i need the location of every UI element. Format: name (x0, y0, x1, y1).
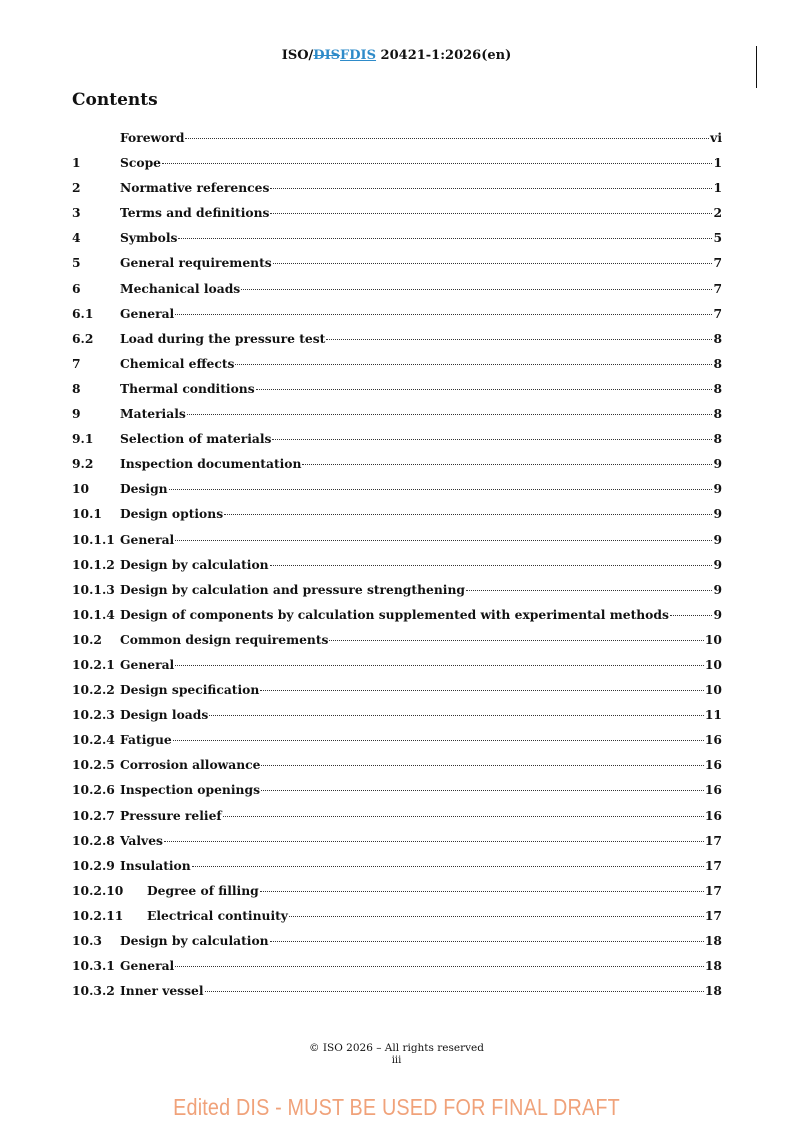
toc-entry[interactable] (72, 281, 722, 306)
toc-entry-page: 17 (704, 857, 722, 873)
toc-dot-leader (261, 790, 704, 791)
toc-entry-number: 10.2.8 (72, 832, 115, 848)
toc-entry-number: 10.2.11 (72, 907, 124, 923)
toc-dot-leader (670, 615, 713, 616)
toc-entry-number: 10.2 (72, 631, 102, 647)
toc-entry-page: 17 (704, 832, 722, 848)
toc-entry-number: 7 (72, 355, 81, 371)
toc-entry-number: 10.2.5 (72, 757, 115, 773)
toc-dot-leader (466, 590, 712, 591)
toc-dot-leader (223, 816, 704, 817)
toc-entry-page: 8 (713, 355, 722, 371)
toc-entry-page: 1 (713, 180, 722, 196)
toc-entry-number: 10.2.10 (72, 882, 124, 898)
toc-dot-leader (169, 489, 713, 490)
page-title: Contents (72, 90, 158, 110)
toc-entry-label: Design by calculation (120, 556, 269, 572)
toc-entry-page: 7 (713, 280, 722, 296)
toc-entry-label: General (120, 656, 175, 672)
toc-entry[interactable] (72, 732, 722, 757)
toc-dot-leader (302, 464, 712, 465)
toc-entry-label: Terms and definitions (120, 205, 270, 221)
toc-entry-page: 9 (713, 506, 722, 522)
toc-dot-leader (187, 414, 713, 415)
toc-dot-leader (260, 690, 704, 691)
header-deleted-text: DIS (313, 48, 341, 63)
toc-entry-label: Scope (120, 155, 161, 171)
toc-entry-label: Degree of filling (147, 882, 259, 898)
toc-entry[interactable] (72, 331, 722, 356)
toc-entry[interactable] (72, 381, 722, 406)
toc-dot-leader (164, 841, 704, 842)
toc-entry[interactable] (72, 130, 722, 155)
toc-entry[interactable] (72, 582, 722, 607)
toc-entry-page: 7 (713, 305, 722, 321)
toc-dot-leader (209, 715, 704, 716)
toc-entry-number: 9.2 (72, 456, 94, 472)
toc-entry[interactable] (72, 406, 722, 431)
toc-dot-leader (326, 339, 712, 340)
toc-entry-page: 16 (704, 807, 722, 823)
toc-dot-leader (329, 640, 703, 641)
toc-entry-number: 2 (72, 180, 81, 196)
toc-entry-label: Fatigue (120, 732, 172, 748)
toc-entry[interactable] (72, 983, 722, 1008)
toc-entry-number: 10.2.7 (72, 807, 115, 823)
toc-entry[interactable] (72, 933, 722, 958)
header-inserted-text: FDIS (340, 48, 377, 63)
toc-entry[interactable] (72, 657, 722, 682)
toc-entry[interactable] (72, 431, 722, 456)
toc-dot-leader (175, 314, 712, 315)
toc-dot-leader (270, 941, 704, 942)
toc-dot-leader (173, 740, 704, 741)
toc-entry-label: Corrosion allowance (120, 757, 261, 773)
toc-dot-leader (270, 565, 713, 566)
toc-dot-leader (241, 289, 712, 290)
toc-entry-number: 10.3 (72, 933, 102, 948)
toc-dot-leader (185, 138, 709, 139)
toc-entry-number: 10.2.9 (72, 857, 115, 873)
toc-entry-label: Load during the pressure test (120, 330, 326, 346)
toc-entry-page: 1 (713, 155, 722, 171)
toc-entry[interactable] (72, 230, 722, 255)
toc-entry-number: 9.1 (72, 431, 94, 447)
toc-entry-number: 10.2.3 (72, 707, 115, 723)
toc-entry[interactable] (72, 883, 722, 908)
toc-entry-number: 6 (72, 280, 81, 296)
toc-dot-leader (260, 891, 704, 892)
toc-entry-number: 10 (72, 481, 90, 497)
header-prefix: ISO/ (281, 48, 314, 63)
toc-entry-label: General requirements (120, 255, 272, 271)
toc-dot-leader (272, 439, 712, 440)
toc-entry-label: Inspection documentation (120, 456, 302, 472)
toc-entry-label: Normative references (120, 180, 270, 196)
toc-entry-label: Thermal conditions (120, 380, 255, 396)
toc-entry-number: 10.2.4 (72, 732, 115, 748)
toc-dot-leader (162, 163, 712, 164)
toc-entry-page: 11 (704, 707, 722, 723)
toc-entry-page: 7 (713, 255, 722, 271)
toc-entry-number: 10.3.1 (72, 958, 115, 974)
toc-entry-number: 9 (72, 406, 81, 422)
toc-entry-page: 18 (704, 983, 722, 999)
toc-entry-page: 9 (713, 581, 722, 597)
toc-entry-page: 9 (713, 481, 722, 497)
toc-entry[interactable] (72, 506, 722, 531)
toc-entry-number: 8 (72, 380, 81, 396)
toc-entry[interactable] (72, 306, 722, 331)
toc-entry[interactable] (72, 908, 722, 933)
toc-entry-label: Mechanical loads (120, 280, 241, 296)
toc-entry-number: 1 (72, 155, 81, 171)
toc-entry-number: 4 (72, 230, 81, 246)
toc-dot-leader (289, 916, 704, 917)
toc-entry-number: 6.2 (72, 330, 94, 346)
toc-entry-page: 8 (713, 330, 722, 346)
page-footer (0, 1042, 793, 1066)
copyright-notice: © ISO 2026 – All rights reserved (309, 1042, 484, 1054)
toc-entry-label: Foreword (120, 130, 185, 145)
toc-entry-page: 10 (704, 682, 722, 698)
toc-entry-page: 5 (713, 230, 722, 246)
toc-entry-number: 10.2.1 (72, 656, 115, 672)
toc-dot-leader (192, 866, 704, 867)
toc-entry-number: 5 (72, 255, 81, 271)
toc-dot-leader (270, 188, 712, 189)
toc-entry[interactable] (72, 632, 722, 657)
page-number: iii (391, 1055, 402, 1066)
toc-entry-page: 17 (704, 907, 722, 923)
toc-entry-page: 9 (713, 456, 722, 472)
toc-entry-label: Design specification (120, 682, 260, 698)
toc-entry[interactable] (72, 180, 722, 205)
toc-entry-page: vi (710, 130, 722, 145)
table-of-contents (72, 130, 722, 1008)
toc-entry[interactable] (72, 707, 722, 732)
toc-entry[interactable] (72, 757, 722, 782)
change-bar (756, 46, 757, 88)
toc-dot-leader (273, 263, 713, 264)
toc-entry-label: Valves (120, 832, 163, 848)
toc-entry[interactable] (72, 356, 722, 381)
toc-entry-page: 16 (704, 732, 722, 748)
toc-entry-page: 16 (704, 757, 722, 773)
toc-entry-page: 2 (713, 205, 722, 221)
toc-entry-page: 10 (704, 656, 722, 672)
toc-entry[interactable] (72, 607, 722, 632)
toc-entry-number: 10.3.2 (72, 983, 115, 999)
toc-entry[interactable] (72, 532, 722, 557)
toc-entry-label: Design by calculation (120, 933, 269, 948)
toc-entry-page: 9 (713, 606, 722, 622)
toc-entry-number: 10.1.2 (72, 556, 115, 572)
toc-entry-number: 10.1.3 (72, 581, 115, 597)
toc-entry-label: Inner vessel (120, 983, 204, 999)
toc-entry-page: 8 (713, 380, 722, 396)
toc-entry-label: Pressure relief (120, 807, 222, 823)
toc-entry-number: 10.2.2 (72, 682, 115, 698)
toc-entry-page: 18 (704, 933, 722, 948)
toc-entry-label: General (120, 958, 175, 974)
toc-entry-label: Materials (120, 406, 186, 422)
toc-entry-number: 10.1 (72, 506, 102, 522)
toc-entry-page: 9 (713, 556, 722, 572)
toc-entry-number: 3 (72, 205, 81, 221)
toc-entry[interactable] (72, 858, 722, 883)
toc-entry[interactable] (72, 682, 722, 707)
toc-dot-leader (235, 364, 712, 365)
toc-entry-label: Insulation (120, 857, 191, 873)
toc-entry-number: 10.1.4 (72, 606, 115, 622)
toc-entry-page: 10 (704, 631, 722, 647)
toc-dot-leader (261, 765, 703, 766)
toc-entry-label: Design options (120, 506, 224, 522)
toc-dot-leader (270, 213, 712, 214)
toc-entry[interactable] (72, 782, 722, 807)
toc-entry-label: Common design requirements (120, 631, 329, 647)
toc-entry[interactable] (72, 557, 722, 582)
toc-entry-label: Design of components by calculation supplemented with experimental methods (120, 606, 669, 622)
toc-entry-page: 18 (704, 958, 722, 974)
toc-entry[interactable] (72, 255, 722, 280)
toc-entry[interactable] (72, 155, 722, 180)
toc-dot-leader (175, 966, 704, 967)
toc-dot-leader (178, 238, 712, 239)
toc-dot-leader (175, 540, 712, 541)
toc-entry[interactable] (72, 808, 722, 833)
toc-entry-label: Chemical effects (120, 355, 235, 371)
toc-dot-leader (256, 389, 713, 390)
toc-dot-leader (175, 665, 704, 666)
toc-entry-number: 6.1 (72, 305, 94, 321)
toc-entry-number: 10.2.6 (72, 782, 115, 798)
toc-dot-leader (224, 514, 712, 515)
toc-entry-page: 8 (713, 431, 722, 447)
toc-entry-page: 17 (704, 882, 722, 898)
toc-entry-page: 9 (713, 531, 722, 547)
toc-entry-label: Electrical continuity (147, 907, 288, 923)
toc-entry-label: Selection of materials (120, 431, 272, 447)
toc-entry[interactable] (72, 481, 722, 506)
toc-entry-page: 16 (704, 782, 722, 798)
toc-dot-leader (205, 991, 704, 992)
toc-entry-label: General (120, 531, 175, 547)
toc-entry-label: Inspection openings (120, 782, 260, 798)
toc-entry[interactable] (72, 958, 722, 983)
document-header (0, 48, 793, 63)
header-suffix: 20421-1:2026(en) (376, 48, 512, 63)
toc-entry-label: Design (120, 481, 168, 497)
toc-entry-label: Design loads (120, 707, 209, 723)
toc-entry-label: General (120, 305, 175, 321)
toc-entry-label: Design by calculation and pressure strengthening (120, 581, 465, 597)
toc-entry-label: Symbols (120, 230, 178, 246)
toc-entry-page: 8 (713, 406, 722, 422)
toc-entry[interactable] (72, 456, 722, 481)
toc-entry[interactable] (72, 205, 722, 230)
draft-watermark: Edited DIS - MUST BE USED FOR FINAL DRAFT (173, 1094, 620, 1120)
toc-entry-number: 10.1.1 (72, 531, 115, 547)
toc-entry[interactable] (72, 833, 722, 858)
